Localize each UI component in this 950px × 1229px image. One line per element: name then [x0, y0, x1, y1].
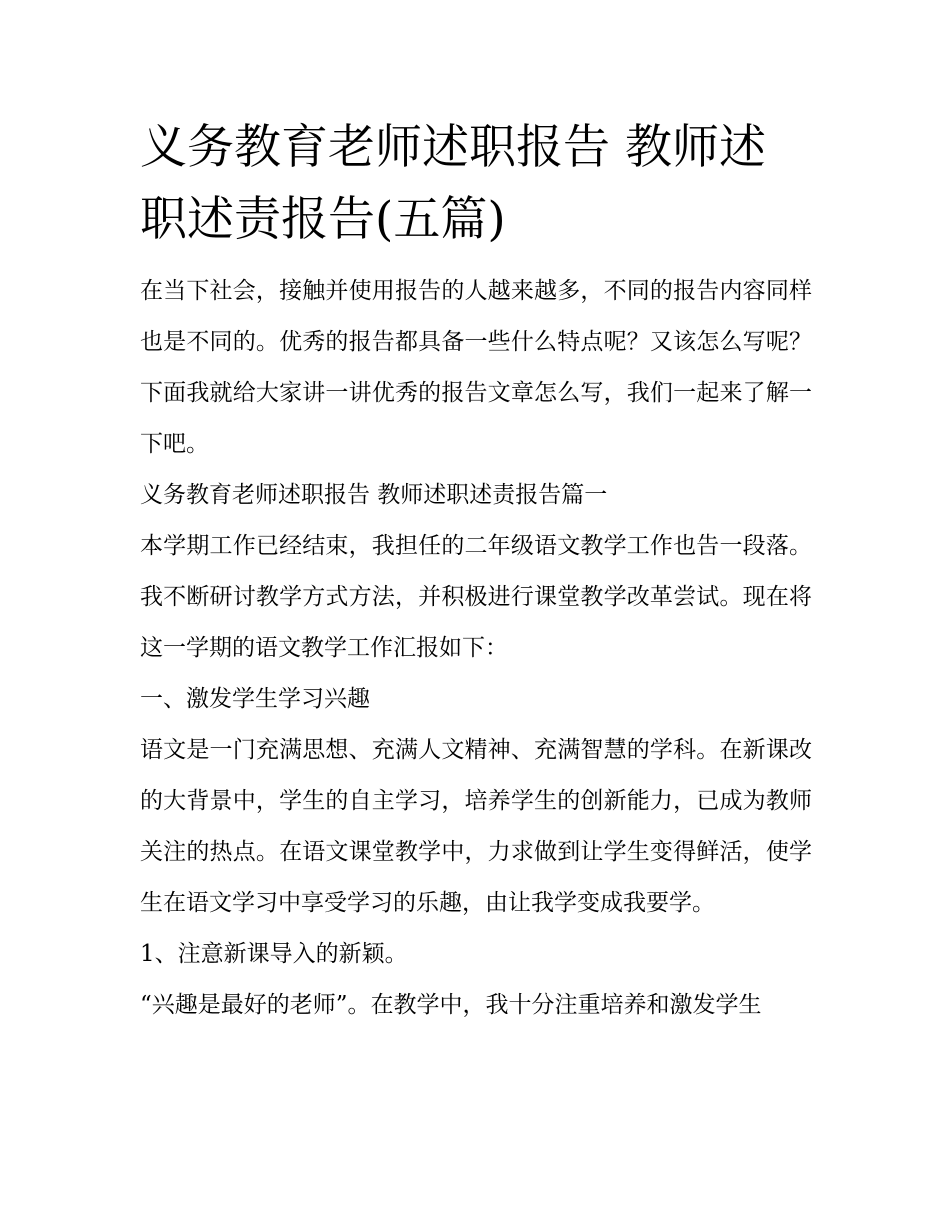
body-paragraph: 语文是一门充满思想、充满人文精神、充满智慧的学科。在新课改的大背景中，学生的自主学习，培养学生的创新能力，已成为教师关注的热点。在语文课堂教学中，力求做到让学生变得鲜活，使学生在语文学习中享受学习的乐趣，由让我学变成我要学。	[140, 737, 812, 916]
intro-paragraph: 在当下社会，接触并使用报告的人越来越多，不同的报告内容同样也是不同的。优秀的报告都具备一些什么特点呢？又该怎么写呢？下面我就给大家讲一讲优秀的报告文章怎么写，我们一起来了解一下吧。	[140, 278, 812, 457]
section-heading: 义务教育老师述职报告 教师述职述责报告篇一	[140, 482, 608, 508]
document-title: 义务教育老师述职报告 教师述职述责报告(五篇)	[140, 120, 766, 247]
subsection-heading: 一、激发学生学习兴趣	[140, 686, 370, 712]
document-body	[140, 112, 812, 1031]
body-paragraph: “兴趣是最好的老师”。在教学中，我十分注重培养和激发学生	[140, 992, 762, 1018]
body-paragraph: 本学期工作已经结束，我担任的二年级语文教学工作也告一段落。我不断研讨教学方式方法，并积极进行课堂教学改革尝试。现在将这一学期的语文教学工作汇报如下：	[140, 533, 812, 661]
list-item-heading: 1、注意新课导入的新颖。	[140, 941, 408, 967]
